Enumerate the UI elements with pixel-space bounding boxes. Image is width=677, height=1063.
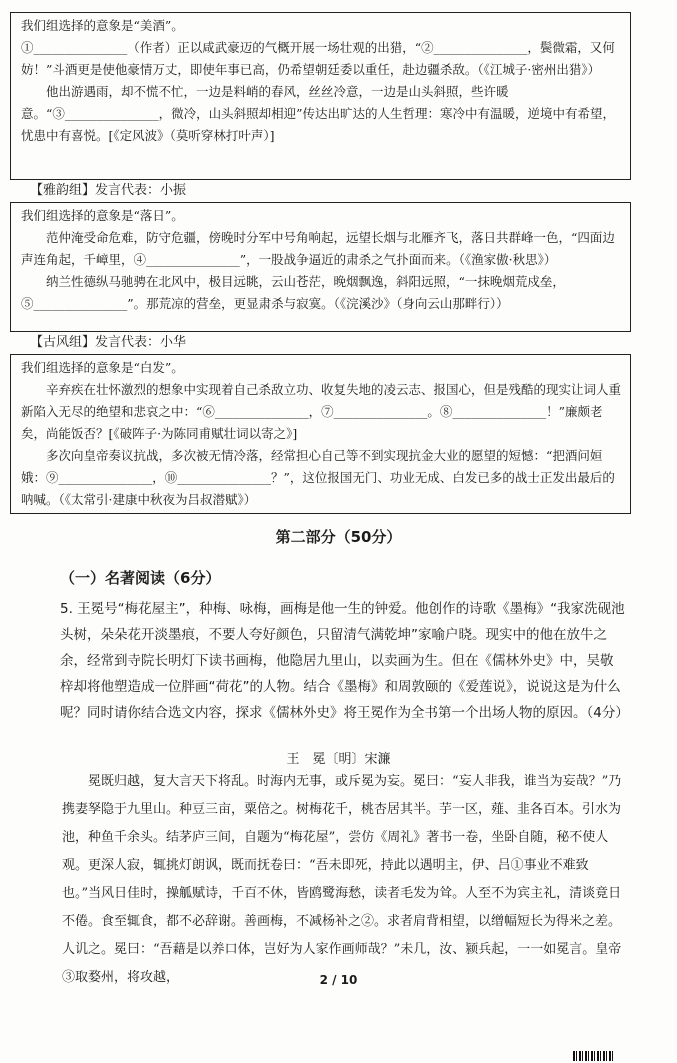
section-title: （一）名著阅读（6分）: [60, 569, 221, 587]
poetry-box-white-hair: [10, 354, 631, 514]
box-line: ①_______________（作者）正以咸武豪迈的气概开展一场壮观的出猎，“②_______________，鬓微霜，又何妨！”斗酒更是使他豪情万丈，即使年事已高，仍希望朝廷委以重任，赴边疆杀敌。（《江城子·密州出猎》）: [21, 40, 615, 77]
part-title: 第二部分（50分）: [275, 528, 402, 546]
box-line: 范仲淹受命危难，防守危疆，傍晚时分军中号角响起，远望长烟与北雁齐飞，落日共群峰一色，“四面边声连角起，千嶂里，④_______________”，一股战争逼近的肃杀之气扑面而来。（《渔家傲·秋思》）: [21, 230, 615, 267]
question-5: [60, 596, 629, 726]
qr-code-icon: [573, 1051, 613, 1061]
box-line: 辛弃疾在壮怀激烈的想象中实现着自己杀敌立功、收复失地的凌云志、报国心，但是残酷的现实让词人重新陷入无尽的绝望和悲哀之中：“⑥_______________，⑦_______________。⑧_______________！”廉颇老矣，尚能饭否？[《破阵子·为陈同甫赋壮词以寄之》]: [21, 382, 622, 441]
poetry-box-wine: [10, 12, 631, 180]
box-line: 我们组选择的意象是“白发”。: [21, 360, 184, 375]
box-line: 我们组选择的意象是“美酒”。: [21, 18, 184, 33]
passage: [62, 768, 622, 992]
speaker-label: 【雅韵组】发言代表：小振: [30, 183, 187, 198]
box-line: 我们组选择的意象是“落日”。: [21, 208, 184, 223]
poetry-box-sunset: [10, 202, 631, 332]
speaker-label: 【古风组】发言代表：小华: [30, 335, 187, 350]
question-text: 5. 王冕号“梅花屋主”，种梅、咏梅，画梅是他一生的钟爱。他创作的诗歌《墨梅》“我家洗砚池头树，朵朵花开淡墨痕，不要人夸好颜色，只留清气满乾坤”家喻户晓。现实中的他在放牛之余，经常到寺院长明灯下读书画梅，他隐居九里山，以卖画为生。但在《儒林外史》中，吴敬梓却将他塑造成一位胖画“荷花”的人物。结合《墨梅》和周敦颐的《爱莲说》，说说这是为什么呢？同时请你结合选文内容，探求《儒林外史》将王冕作为全书第一个出场人物的原因。（4分）: [60, 601, 629, 721]
box-line: 纳兰性德纵马驰骋在北风中，极目远眺，云山苍茫，晚烟飘逸，斜阳远照，“一抹晚烟荒戍垒，⑤_______________”。那荒凉的营垒，更显肃杀与寂寞。（《浣溪沙》（身向云山那畔行））: [21, 274, 565, 311]
page-number: 2 / 10: [319, 973, 358, 987]
passage-title: 王 冕〔明〕宋濂: [286, 752, 391, 767]
box-line: 多次向皇帝奏议抗战，多次被无情冷落，经常担心自己等不到实现抗金大业的愿望的短憾：“把酒问姮娥：⑨_______________，⑩_______________？”，这位报国无门、功业无成、白发已多的战士正发出最后的呐喊。（《太常引·建康中秋夜为吕叔潜赋》）: [21, 448, 615, 507]
box-line: 他出游遇雨，却不慌不忙，一边是料峭的春风，丝丝冷意，一边是山头斜照，些许暖意。“③_______________，微冷，山头斜照却相迎”传达出旷达的人生哲理：寒冷中有温暖，逆境中有希望，忧患中有喜悦。[《定风波》（莫听穿林打叶声）]: [21, 84, 616, 143]
passage-text: 冕既归越，复大言天下将乱。时海内无事，或斥冕为妄。冕曰：“妄人非我，谁当为妄哉？”乃携妻孥隐于九里山。种豆三亩，粟倍之。树梅花千，桃杏居其半。芋一区，薤、韭各百本。引水为池，种鱼千余头。结茅庐三间，自题为“梅花屋”，尝仿《周礼》著书一卷，坐卧自随，秘不使人观。更深人寂，辄挑灯朗讽，既而抚卷曰：“吾未即死，持此以遇明主，伊、吕①事业不难致也。”当风日佳时，操觚赋诗，千百不休，皆鸥鹭海愁，读者毛发为耸。人至不为宾主礼，清谈竟日不倦。食至辄食，都不必辞谢。善画梅，不减杨补之②。求者肩背相望，以缯幅短长为得米之差。人讥之。冕曰：“吾藉是以养口体，岂好为人家作画师哉？”未几，汝、颍兵起，一一如冕言。皇帝③取婺州，将攻越，: [62, 774, 622, 985]
